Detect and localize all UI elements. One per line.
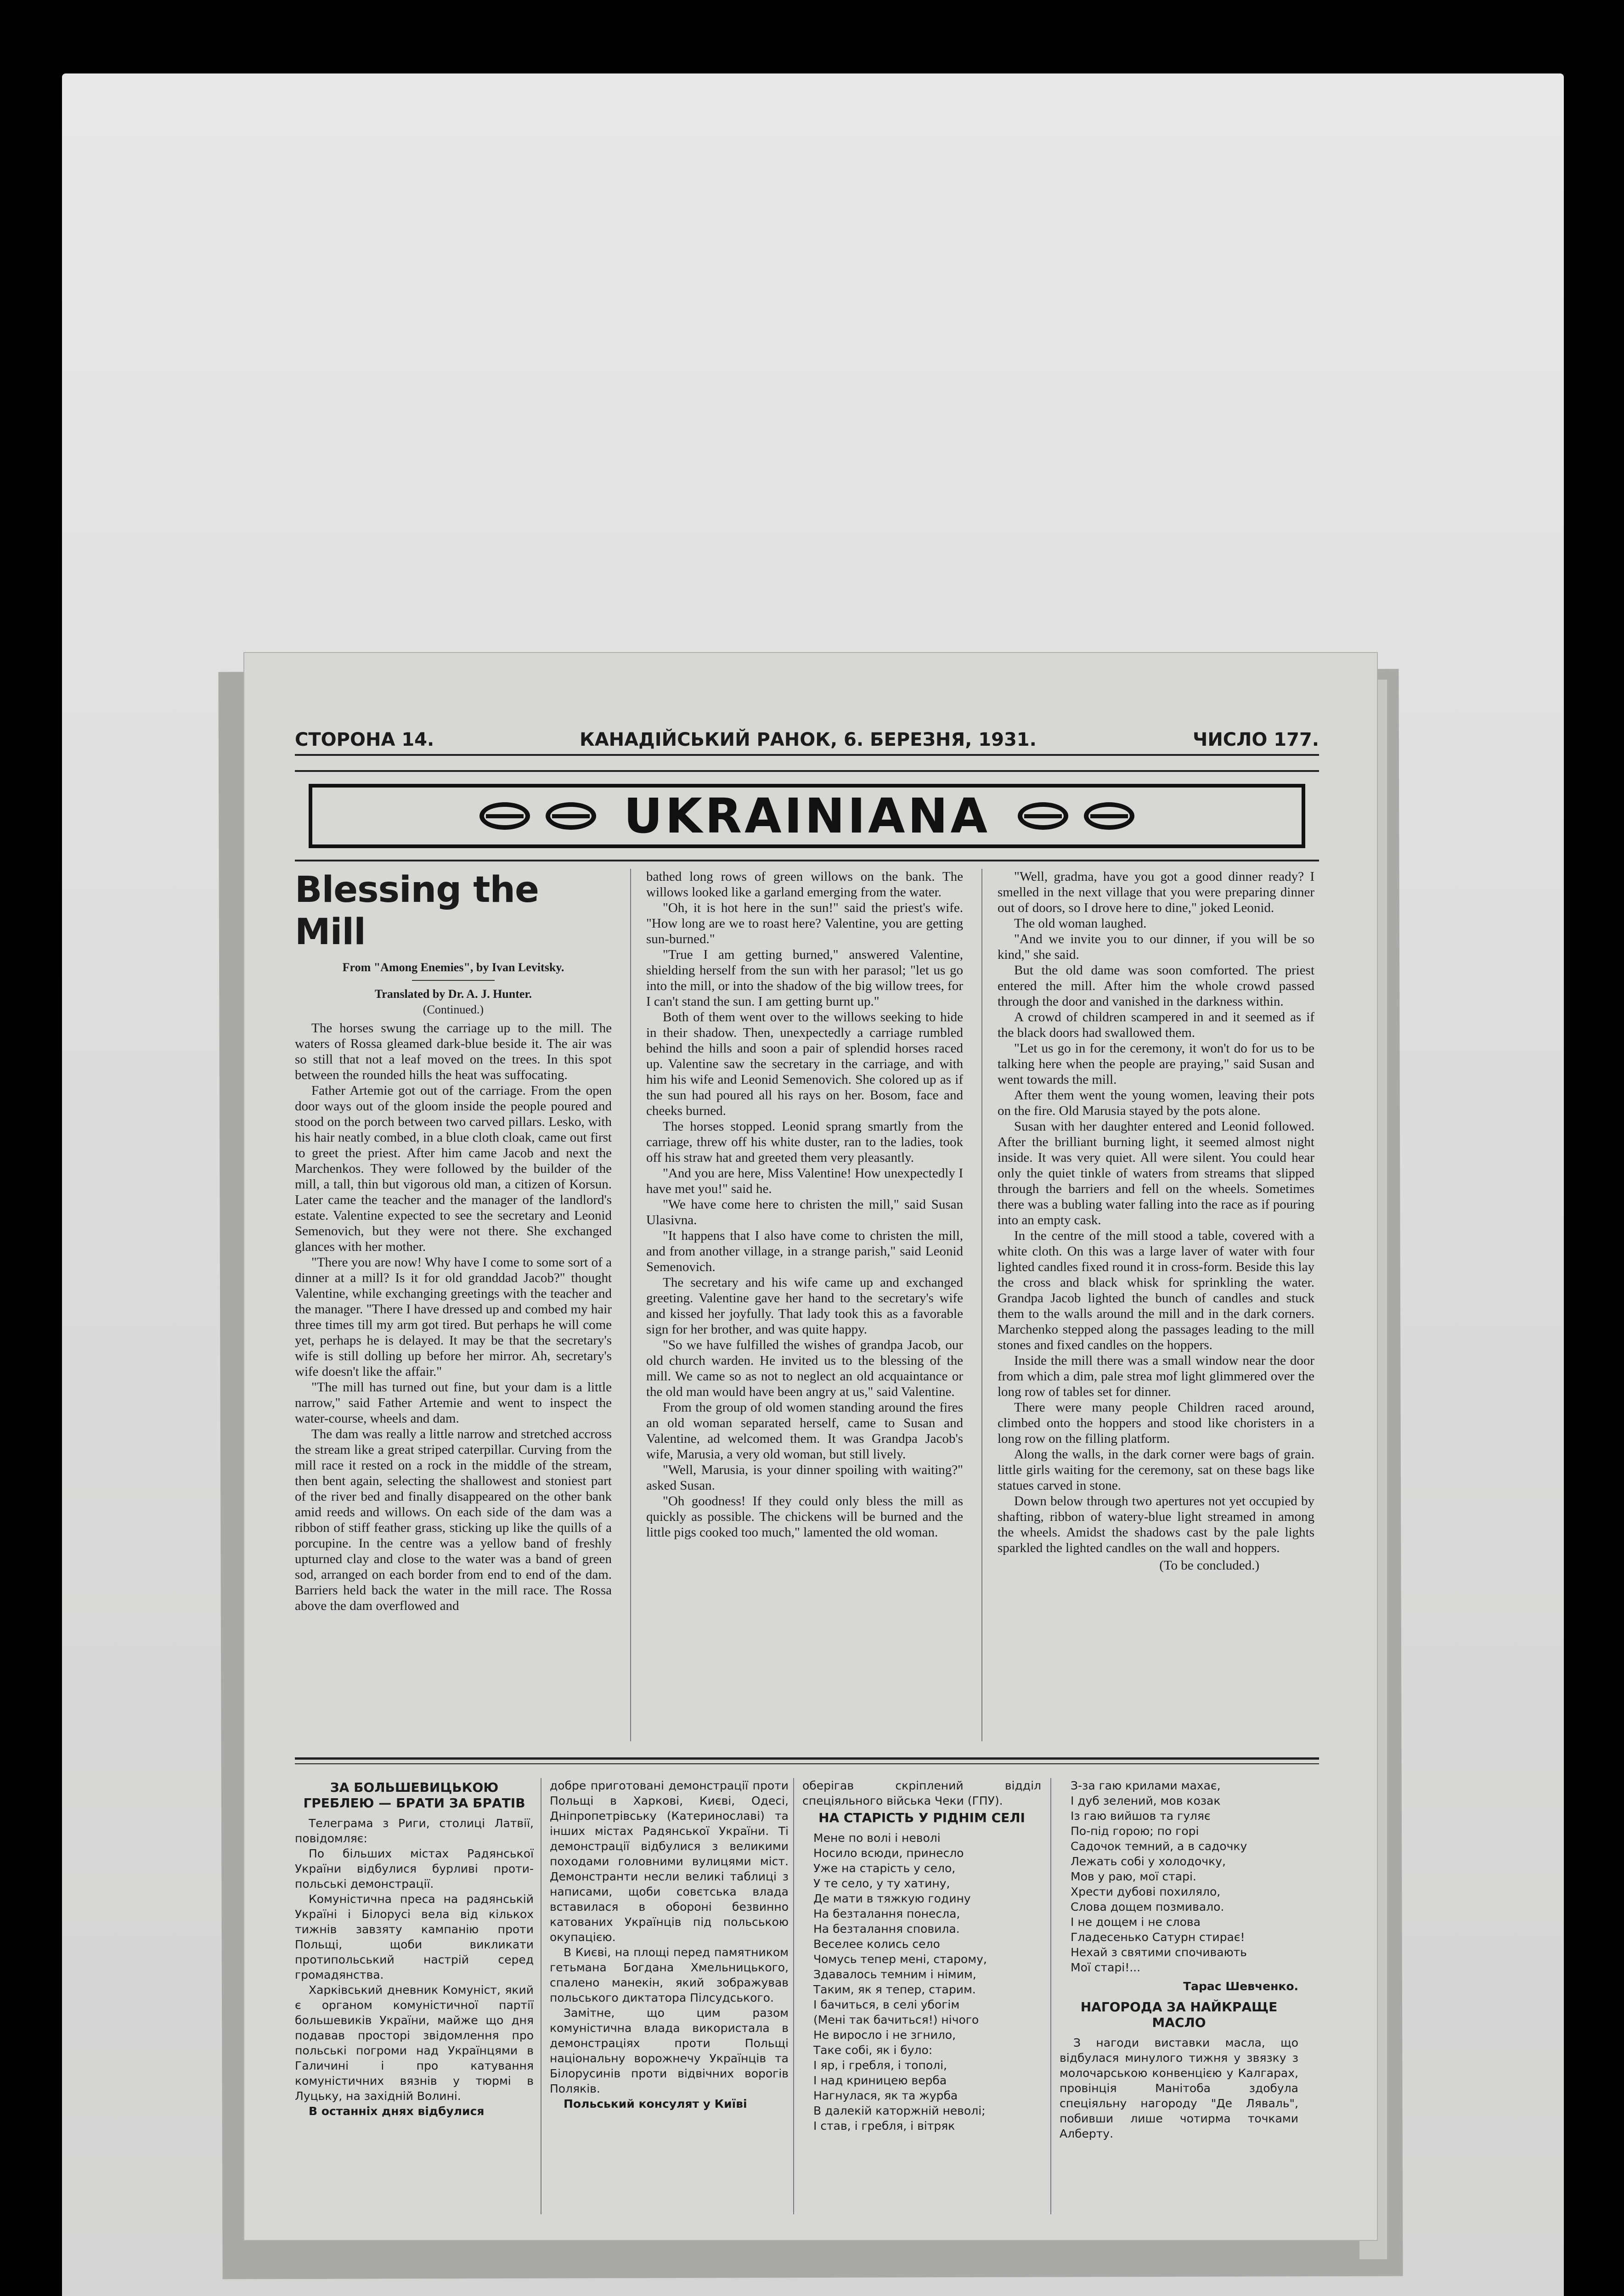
paragraph: "The mill has turned out fine, but your dam is a little narrow," said Father Artemie and went to inspect the water-course, wheels and dam. (295, 1380, 612, 1426)
poem-line: Здавалось темним і німим, (813, 1968, 976, 1981)
paragraph: "We have come here to christen the mill," said Susan Ulasivna. (646, 1197, 963, 1227)
paragraph: The horses swung the carriage up to the mill. The waters of Rossa gleamed dark-blue beside it. The air was so still that not a leaf moved on the trees. In this spot between the rounded hills the heat was suffocating. (295, 1021, 612, 1082)
news-column-3 (802, 1778, 1041, 2219)
paragraph: "Well, Marusia, is your dinner spoiling with waiting?" asked Susan. (646, 1463, 963, 1493)
article-source: From "Among Enemies", by Ivan Levitsky. (342, 961, 564, 974)
paragraph: Inside the mill there was a small window near the door from which a dim, pale strea mof light glimmered over the long row of tables set for dinner. (998, 1353, 1314, 1399)
paragraph: In the centre of the mill stood a table, covered with a white cloth. On this was a large laver of water with four lighted candles fixed round it in cross-form. Beside this lay the cross and black whisk for sprinkling the water. Grandpa Jacob lighted the bunch of candles and stuck them to the walls around the mill and in the dark corners. Marchenko stepped along the passages leading to the mill stones and fixed candles on the hoppers. (998, 1228, 1314, 1352)
poem-line: Веселее колись село (813, 1937, 940, 1951)
paragraph: В останніх днях відбулися (309, 2105, 485, 2118)
news-column-1 (295, 1778, 534, 2219)
poem-line: І над криницею верба (813, 2074, 947, 2087)
paragraph: "There you are now! Why have I come to some sort of a dinner at a mill? Is it for old granddad Jacob?" thought Valentine, while exchanging greetings with the teacher and the manager. "There I have dressed up and combed my hair three times till my arm got tired. But perhaps he will come yet, perhaps he is delayed. It may be that the secretary's wife is still dolling up before her mirror. Ah, secretary's wife doesn't like the affair." (295, 1255, 612, 1379)
paragraph: bathed long rows of green willows on the bank. The willows looked like a garland emerging from the water. (646, 869, 963, 900)
paragraph: After them went the young women, leaving their pots on the fire. Old Marusia stayed by the pots alone. (998, 1088, 1314, 1118)
poem-line: На безталання сповила. (813, 1922, 960, 1936)
paragraph: "And you are here, Miss Valentine! How unexpectedly I have met you!" said he. (646, 1166, 963, 1196)
banner-rule-top (295, 770, 1319, 772)
paragraph: Down below through two apertures not yet occupied by shafting, ribbon of watery-blue light streamed in among the wheels. Amidst the shadows cast by the pale lights sparkled the lighted candles on the wall and hoppers. (998, 1494, 1314, 1555)
poem-line: Мої старі!... (1071, 1961, 1141, 1974)
poem-line: Нехай з святими спочивають (1071, 1946, 1247, 1959)
masthead: КАНАДІЙСЬКИЙ РАНОК, 6. БЕРЕЗНЯ, 1931. (580, 729, 1037, 750)
paragraph: The dam was really a little narrow and stretched accross the stream like a great striped caterpillar. Curving from the mill race it rested on a rock in the middle of the stream, then bent again, selecting the shallowest and stoniest part of the river bed and finally disappeared on the other bank amid reeds and willows. On each side of the dam was a ribbon of stiff feather grass, sticking up like the quills of a porcupine. In the centre was a yellow band of freshly upturned clay and close to the water was a band of green sod, arranged on each border from end to end of the dam. Barriers held back the water in the mill race. The Rossa above the dam overflowed and (295, 1427, 612, 1613)
poem-line: По-під горою; по горі (1071, 1824, 1199, 1838)
paragraph: "Let us go in for the ceremony, it won't do for us to be talking here when the people are praying," said Susan and went towards the mill. (998, 1041, 1314, 1087)
poem-line: Садочок темний, а в садочку (1071, 1840, 1247, 1853)
poem-line: (Мені так бачиться!) нічого (813, 2013, 979, 2026)
poem-line: Носило всюди, принесло (813, 1846, 964, 1860)
paragraph: Польський консулят у Київі (564, 2097, 747, 2110)
to-be-concluded-note: (To be concluded.) (1159, 1558, 1259, 1573)
paragraph: "Well, gradma, have you got a good dinner ready? I smelled in the next village that you were preparing dinner out of doors, so I drove here to dine," joked Leonid. (998, 869, 1314, 915)
paragraph: Both of them went over to the willows seeking to hide in their shadow. Then, unexpectedly a carriage rumbled behind the hills and soon a pair of splendid horses raced up. Valentine saw the secretary in the carriage, and with him his wife and Leonid Semenovich. She colored up as if the sun had poured all his rays on her. Bosom, face and cheeks burned. (646, 1010, 963, 1118)
issue-number: ЧИСЛО 177. (1193, 729, 1319, 750)
page-number: СТОРОНА 14. (295, 729, 434, 750)
paragraph: "True I am getting burned," answered Valentine, shielding herself from the sun with her parasol; "let us go into the mill, or into the shadow of the big willow trees, for I can't stand the sun. I am getting burnt up." (646, 947, 963, 1009)
poem-line: В далекій каторжній неволі; (813, 2104, 986, 2117)
poem-part-1 (802, 1830, 1041, 2133)
newspaper-page (243, 652, 1378, 2241)
poem-line: Слова дощем позмивало. (1071, 1900, 1224, 1913)
poem-line: Таким, як я тепер, старим. (813, 1983, 976, 1996)
ornament-oval-icon (546, 802, 596, 830)
poem-line: Гладесенько Сатурн стирає! (1071, 1930, 1245, 1944)
article-translator: Translated by Dr. A. J. Hunter. (374, 987, 532, 1001)
section-separator (295, 1757, 1319, 1760)
paragraph: But the old dame was soon comforted. The priest entered the mill. After him the whole crowd passed through the door and vanished in the darkness within. (998, 963, 1314, 1009)
paragraph: From the group of old women standing around the fires an old woman separated herself, came to Susan and Valentine, ad welcomed them. It was Grandpa Jacob's wife, Marusia, a very old woman, but still lively. (646, 1400, 963, 1462)
poem-signature: Тарас Шевченко. (1183, 1980, 1298, 1993)
poem-line: Таке собі, як і було: (813, 2043, 933, 2057)
poem-line: Уже на старість у село, (813, 1862, 956, 1875)
banner-rule-bottom (295, 860, 1319, 861)
poem-line: З-за гаю крилами махає, (1071, 1779, 1221, 1792)
paragraph: "So we have fulfilled the wishes of grandpa Jacob, our old church warden. He invited us to the blessing of the mill. We came so as not to neglect an old acquaintance or the old man would have been angry at us," said Valentine. (646, 1338, 963, 1399)
article-title: Blessing the Mill (295, 869, 539, 953)
column-divider (1050, 1778, 1051, 2214)
paragraph: "Oh goodness! If they could only bless the mill as quickly as possible. The chickens will be burned and the little pigs cooked too much," lamented the old woman. (646, 1494, 963, 1540)
news-column-2 (550, 1778, 789, 2219)
paragraph: The horses stopped. Leonid sprang smartly from the carriage, threw off his white duster, ran to the ladies, took off his straw hat and greeted them very pleasantly. (646, 1119, 963, 1165)
poem-line: І став, і гребля, і вітряк (813, 2119, 955, 2133)
paragraph: A crowd of children scampered in and it seemed as if the black doors had swallowed them. (998, 1010, 1314, 1040)
paragraph: Father Artemie got out of the carriage. From the open door ways out of the gloom inside the people poured and stood on the porch between two carved pillars. Lesko, with his hair neatly combed, in a blue cloth cloak, came out first to greet the priest. After him came Jacob and next the Marchenkos. They were followed by the builder of the mill, a tall, thin but vigorous old man, a citizen of Korsun. Later came the teacher and the manager of the landlord's estate. Valentine expected to see the secretary and Leonid Semenovich, but they were not there. She exchanged glances with her mother. (295, 1083, 612, 1254)
ornament-oval-icon (479, 802, 530, 830)
poem-line: І бачиться, в селі убогім (813, 1998, 960, 2011)
paragraph: The secretary and his wife came up and exchanged greeting. Valentine gave her hand to the secretary's wife and kissed her joyfully. That lady took this as a favorable sign for her brother, and was quite happy. (646, 1275, 963, 1337)
paragraph: З нагоди виставки масла, що відбулася минулого тижня у звязку з молочарською конвенцією у Калгарах, провінція Манітоба здобула спеціяльну нагороду "Де Ляваль", побивши лише чотирма точками Алберту. (1060, 2036, 1298, 2140)
paragraph: оберігав скріплений відділ спеціяльного війська Чеки (ГПУ). (802, 1779, 1041, 1807)
poem-line: Мене по волі і неволі (813, 1831, 941, 1845)
poem-line: Чомусь тепер мені, старому, (813, 1953, 987, 1966)
ornament-oval-icon (1018, 802, 1068, 830)
section-separator-thin (295, 1763, 1319, 1764)
paragraph: There were many people Children raced around, climbed onto the hoppers and stood like choristers in a long row on the filling platform. (998, 1400, 1314, 1446)
news-headline: НАГОРОДА ЗА НАЙКРАЩЕ МАСЛО (1080, 1999, 1278, 2030)
paragraph: добре приготовані демонстрації проти Польщі в Харкові, Києві, Одесі, Дніпропетрівську (Катеринославі) та інших містах Радянської України. Ті демонстрації відбулися з великими походами головними вулицями міст. Демонстранти несли великі таблиці з написами, щоби совєтська влада вставилася в обороні безвинно катованих Українців під польською окупацією. (550, 1779, 789, 1944)
news-column-4 (1060, 1778, 1298, 2219)
page-header (295, 726, 1319, 756)
poem-line: І дуб зелений, мов козак (1071, 1794, 1221, 1807)
continued-note: (Continued.) (423, 1003, 484, 1016)
poem-line: Де мати в тяжкую годину (813, 1892, 971, 1905)
paragraph: По більших містах Радянської України відбулися бурливі проти-польські демонстрації. (295, 1847, 534, 1891)
poem-line: Хрести дубові похиляло, (1071, 1885, 1221, 1898)
ornament-left (479, 802, 596, 830)
paragraph: Susan with her daughter entered and Leonid followed. After the brilliant burning light, it seemed almost night inside. It was very quiet. All were silent. You could hear only the quiet tinkle of waters from streams that slipped through the barriers and fell on the wheels. Sometimes there was a bubling water falling into the race as if pouring into an empty cask. (998, 1119, 1314, 1227)
section-banner (309, 784, 1305, 848)
column-divider (630, 869, 631, 1741)
poem-line: Не виросло і не згнило, (813, 2028, 956, 2042)
poem-line: Із гаю вийшов та гуляє (1071, 1809, 1211, 1823)
poem-line: І яр, і гребля, і тополі, (813, 2059, 947, 2072)
ornament-oval-icon (1084, 802, 1134, 830)
paragraph: Харківський дневник Комуніст, який є органом комуністичної партії большевиків України, майже що дня подавав просторі звідомлення про польські погроми над Українцями в Галичині і про катування комуністичних вязнів у тюрмі в Луцьку, на західній Волині. (295, 1983, 534, 2103)
poem-title: НА СТАРІСТЬ У РІДНІМ СЕЛІ (818, 1810, 1025, 1825)
poem-line: І не дощем і не слова (1071, 1915, 1201, 1929)
paragraph: Along the walls, in the dark corner were bags of grain. little girls waiting for the ceremony, sat on these bags like statues carved in stone. (998, 1447, 1314, 1493)
news-headline: ЗА БОЛЬШЕВИЦЬКОЮ ГРЕБЛЕЮ — БРАТИ ЗА БРАТІВ (303, 1780, 525, 1811)
ornament-right (1018, 802, 1134, 830)
column-divider (981, 869, 982, 1741)
poem-part-2 (1060, 1778, 1298, 1975)
poem-line: Мов у раю, мої старі. (1071, 1870, 1196, 1883)
paragraph: Замітне, що цим разом комуністична влада використала в демонстраціях проти Польщі національну ворожнечу Українців та Білорусинів проти відвічних ворогів Поляків. (550, 2006, 789, 2095)
paragraph: "Oh, it is hot here in the sun!" said the priest's wife. "How long are we to roast here? Valentine, you are getting sun-burned." (646, 900, 963, 946)
poem-line: Нагнулася, як та журба (813, 2089, 958, 2102)
paragraph: "And we invite you to our dinner, if you will be so kind," she said. (998, 932, 1314, 962)
section-title: UKRAINIANA (623, 788, 991, 844)
paragraph: Комуністична преса на радянській Україні і Білорусі вела від кількох тижнів завзяту кампанію проти Польщі, щоби викликати протипольський настрій серед громадянства. (295, 1892, 534, 1981)
poem-line: У те село, у ту хатину, (813, 1877, 950, 1890)
paragraph: Телеграма з Риги, столиці Латвії, повідомляє: (295, 1817, 534, 1845)
poem-line: Лежать собі у холодочку, (1071, 1855, 1226, 1868)
byline-rule (412, 980, 495, 981)
paragraph: The old woman laughed. (1014, 916, 1147, 931)
article-column-1 (295, 869, 612, 1750)
column-divider (793, 1778, 794, 2214)
article-column-3 (998, 869, 1314, 1750)
poem-line: На безталання понесла, (813, 1907, 960, 1920)
paragraph: В Києві, на площі перед памятником гетьмана Богдана Хмельницького, спалено манекін, який зображував польського диктатора Пілсудського. (550, 1946, 789, 2004)
paragraph: "It happens that I also have come to christen the mill, and from another village, in a strange parish," said Leonid Semenovich. (646, 1228, 963, 1274)
article-column-2 (646, 869, 963, 1750)
